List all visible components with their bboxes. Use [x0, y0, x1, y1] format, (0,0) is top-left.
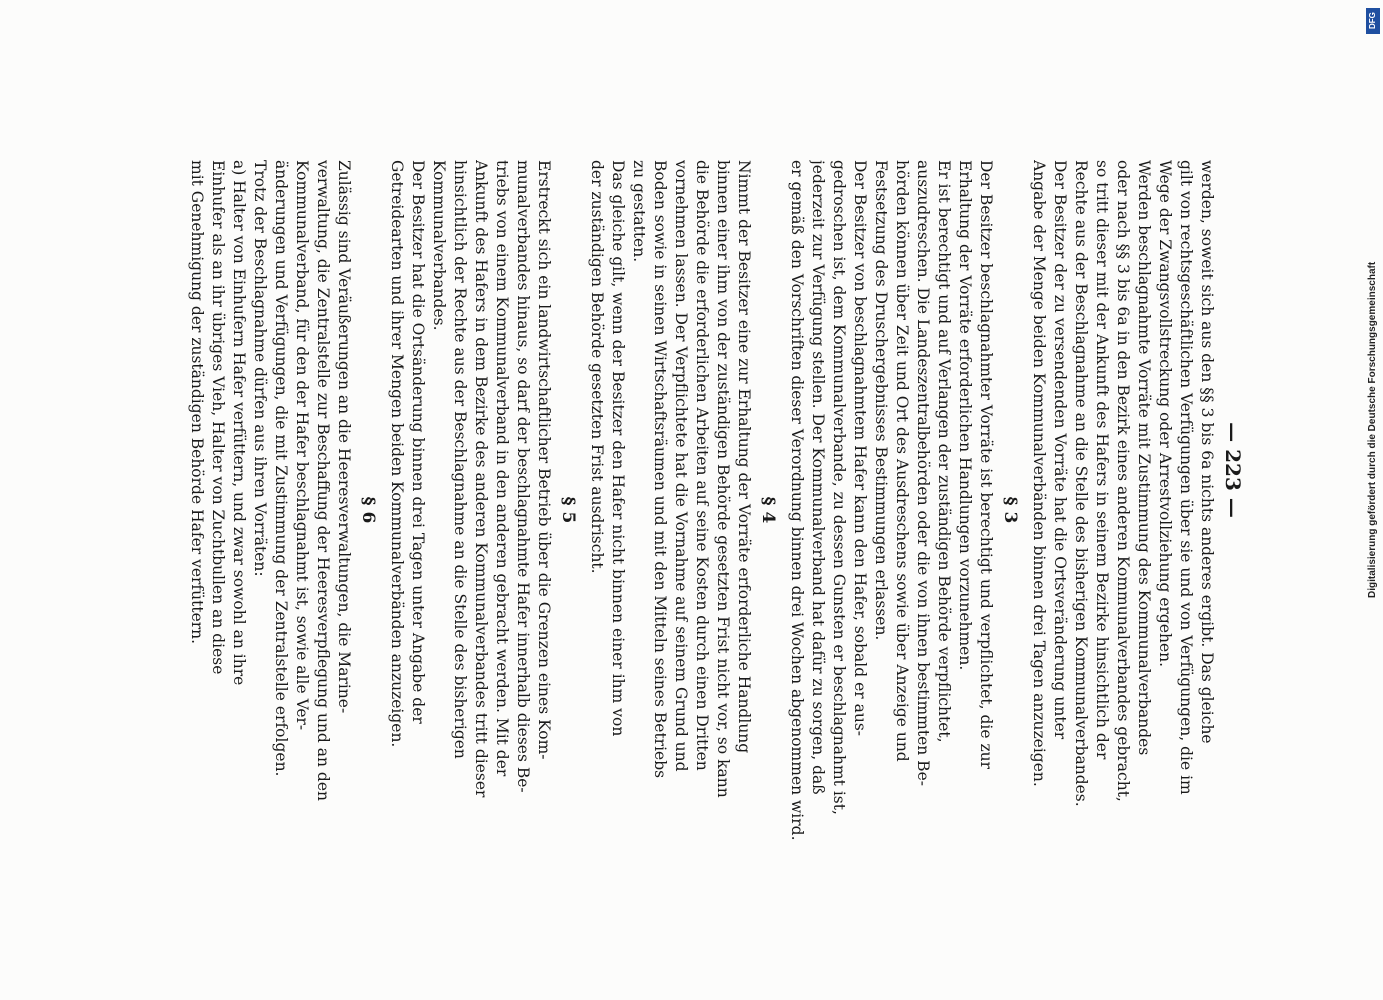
text-line: Angabe der Menge beiden Kommunalverbänden binnen drei Tagen anzuzeigen. [1030, 160, 1048, 787]
text-line: Der Besitzer von beschlagnahmtem Hafer kann den Hafer, sobald er aus- [851, 160, 869, 737]
section-heading: § 3 [1000, 496, 1020, 524]
text-line: Er ist berechtigt und auf Verlangen der zuständigen Behörde verpflichtet, [935, 160, 953, 743]
text-line: Werden beschlagnahmte Vorräte mit Zustimmung des Kommunalverbandes [1135, 160, 1153, 756]
text-line: Boden sowie in seinen Wirtschaftsräumen und mit den Mitteln seines Betriebs [651, 160, 669, 779]
text-line: munalverbandes hinaus, so darf der beschlagnahmte Hafer innerhalb dieses Be- [514, 160, 532, 793]
text-line: gilt von rechtsgeschäftlichen Verfügungen über sie und von Verfügungen, die im [1177, 160, 1195, 795]
footer-strip [1366, 8, 1380, 598]
text-blocks [186, 160, 1217, 860]
text-line: gedroschen ist, dem Kommunalverbande, zu dessen Gunsten er beschlagnahmt ist, [830, 160, 848, 815]
text-line: änderungen und Verfügungen, die mit Zustimmung der Zentralstelle erfolgen. [272, 160, 290, 777]
text-line: Kommunalverband, für den der Hafer beschlagnahmt ist, sowie alle Ver- [293, 160, 311, 731]
text-line: Der Besitzer hat die Ortsänderung binnen drei Tagen unter Angabe der [409, 160, 427, 724]
text-line: binnen einer ihm von der zuständigen Behörde gesetzten Frist nicht vor, so kann [714, 160, 732, 798]
text-line: triebs von einem Kommunalverband in den anderen gebracht werden. Mit der [493, 160, 511, 777]
text-line: Erhaltung der Vorräte erforderlichen Handlungen vorzunehmen. [956, 160, 974, 671]
text-line: Der Besitzer beschlagnahmter Vorräte ist berechtigt und verpflichtet, die zur [977, 160, 995, 770]
text-line: zu gestatten. [630, 160, 648, 263]
text-block [186, 160, 378, 860]
text-line: Einhufer als an ihr übriges Vieh, Halter von Zuchtbullen an diese [209, 160, 227, 675]
section-heading: § 4 [758, 496, 778, 524]
text-line: hinsichtlich der Rechte aus der Beschlagnahme an die Stelle des bisherigen [451, 160, 469, 759]
text-block [586, 160, 778, 860]
text-line: jederzeit zur Verfügung stellen. Der Kommunalverband hat dafür zu sorgen, daß [809, 160, 827, 795]
text-line: Der Besitzer der zu versendenden Vorräte hat die Ortsveränderung unter [1051, 160, 1069, 740]
text-line: mit Genehmigung der zuständigen Behörde Hafer verfüttern. [188, 160, 206, 645]
digitization-credit: Digitalisierung gefördert durch die Deutsche Forschungsgemeinschaft [1367, 261, 1378, 598]
text-line: er gemäß den Vorschriften dieser Verordnung binnen drei Wochen abgenommen wird. [788, 160, 806, 841]
dfg-badge: DFG [1366, 8, 1380, 34]
text-line: Festsetzung des Druschergebnisses Bestimmungen erlassen. [872, 160, 890, 641]
text-line: Wege der Zwangsvollstreckung oder Arrestvollziehung ergehen. [1156, 160, 1174, 668]
text-line: Zulässig sind Veräußerungen an die Heeresverwaltungen, die Marine- [335, 160, 353, 714]
text-line: Trotz der Beschlagnahme dürfen aus ihren Vorräten: [251, 160, 269, 577]
text-line: Nimmt der Besitzer eine zur Erhaltung der Vorräte erforderliche Handlung [735, 160, 753, 754]
section-heading: § 5 [558, 496, 578, 524]
text-line: oder nach §§ 3 bis 6a in den Bezirk eines anderen Kommunalverbandes gebracht, [1114, 160, 1132, 802]
text-line: Rechte aus der Beschlagnahme an die Stelle des bisherigen Kommunalverbandes. [1072, 160, 1090, 807]
text-block [786, 160, 1020, 860]
text-line: auszudreschen. Die Landeszentralbehörden oder die von ihnen bestimmten Be- [914, 160, 932, 786]
text-line: verwaltung, die Zentralstelle zur Beschaffung der Heeresverpflegung und an den [314, 160, 332, 802]
section-heading: § 6 [358, 496, 378, 524]
text-line: werden, soweit sich aus den §§ 3 bis 6a nichts anderes ergibt. Das gleiche [1198, 160, 1216, 744]
text-line: Kommunalverbandes. [430, 160, 448, 331]
text-line: Ankunft des Hafers in dem Bezirke des anderen Kommunalverbandes tritt dieser [472, 160, 490, 798]
text-line: Erstreckt sich ein landwirtschaftlicher Betrieb über die Grenzen eines Kom- [535, 160, 553, 760]
text-line: Das gleiche gilt, wenn der Besitzer den Hafer nicht binnen einer ihm von [609, 160, 627, 737]
text-line: hörden können über Zeit und Ort des Ausdreschens sowie über Anzeige und [893, 160, 911, 762]
text-line: Getreidearten und ihrer Mengen beiden Kommunalverbänden anzuzeigen. [388, 160, 406, 748]
text-line: der zuständigen Behörde gesetzten Frist ausdrischt. [588, 160, 606, 574]
text-line: so tritt dieser mit der Ankunft des Hafers in seinem Bezirke hinsichtlich der [1093, 160, 1111, 760]
page-number: — 223 — [1221, 422, 1245, 518]
text-line: die Behörde die erforderlichen Arbeiten auf seine Kosten durch einen Dritten [693, 160, 711, 771]
text-block [1028, 160, 1217, 860]
text-line: a) Halter von Einhufern Hafer verfüttern, und zwar sowohl an ihre [230, 160, 248, 686]
document-body [178, 160, 1245, 860]
text-line: vornehmen lassen. Der Verpflichtete hat die Vornahme auf seinem Grund und [672, 160, 690, 772]
text-block [386, 160, 578, 860]
